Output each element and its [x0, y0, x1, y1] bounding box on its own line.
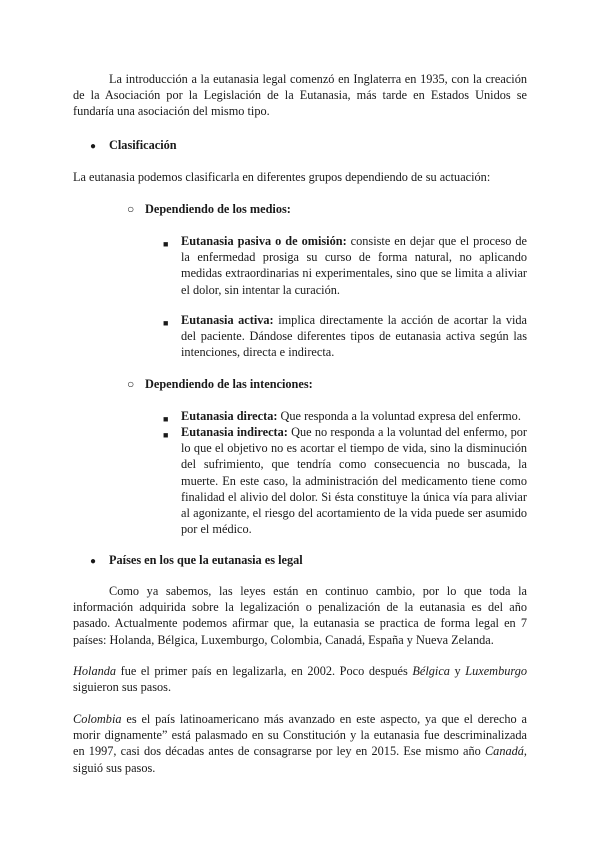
subsection-bullet-icon: ○: [127, 202, 135, 216]
subheading-medios: Dependiendo de los medios:: [145, 202, 291, 216]
classification-intro: La eutanasia podemos clasificarla en diferentes grupos dependiendo de su actuación:: [73, 170, 491, 184]
section-bullet-icon: ●: [90, 556, 97, 567]
holanda-paragraph: Holanda fue el primer país en legalizarla, en 2002. Poco después Bélgica y Luxemburgo siguieron sus pasos.: [73, 664, 527, 695]
square-bullet-icon: ■: [163, 318, 169, 328]
square-bullet-icon: ■: [163, 239, 169, 249]
square-bullet-icon: ■: [163, 430, 169, 440]
laws-paragraph: Como ya sabemos, las leyes están en continuo cambio, por lo que toda la información adquirida sobre la legalización o penalización de la eutanasia es del año pasado. Actualmente podemos afirmar que, la eutanasia se practica de forma legal en 7 países: Holanda, Bélgica, Luxemburgo, Colombia, Canadá, España y Nueva Zelanda.: [73, 584, 527, 647]
colombia-paragraph: Colombia es el país latinoamericano más avanzado en este aspecto, ya que el derecho a morir dignamente” está palasmado en su Constitución y la eutanasia fue descriminalizada en 1997, casi dos décadas antes de consagrarse por ley en 2015. Ese mismo año Canadá, siguió sus pasos.: [73, 712, 527, 775]
intro-paragraph: La introducción a la eutanasia legal comenzó en Inglaterra en 1935, con la creación de la Asociación por la Legislación de la Eutanasia, más tarde en Estados Unidos se fundaría una asociación del mismo tipo.: [73, 72, 527, 119]
item-eutanasia-pasiva: Eutanasia pasiva o de omisión: consiste en dejar que el proceso de la enfermedad prosiga su curso de forma natural, no aplicando medidas extraordinarias ni experimentales, sino que se limita a aliviar el dolor, sin intentar la curación.: [181, 234, 527, 297]
subsection-bullet-icon: ○: [127, 377, 135, 391]
section-bullet-icon: ●: [90, 141, 97, 152]
item-eutanasia-directa: Eutanasia directa: Que responda a la voluntad expresa del enfermo.: [181, 409, 521, 423]
item-eutanasia-indirecta: Eutanasia indirecta: Que no responda a la voluntad del enfermo, por lo que el objetivo no es acortar el tiempo de vida, sino la disminución del sufrimiento, que tendría como consecuencia no buscada, la muerte. En este caso, la administración del medicamento tiene como finalidad el alivio del dolor. Si ésta constituye la única vía para aliviar al agonizante, el riesgo del acortamiento de la vida puede ser asumido por el médico.: [181, 425, 528, 537]
square-bullet-icon: ■: [163, 414, 169, 424]
subheading-intenciones: Dependiendo de las intenciones:: [145, 377, 313, 391]
section-heading-paises: Países en los que la eutanasia es legal: [109, 553, 303, 567]
section-heading-clasificacion: Clasificación: [109, 138, 177, 152]
item-eutanasia-activa: Eutanasia activa: implica directamente la acción de acortar la vida del paciente. Dándose diferentes tipos de eutanasia activa según las intenciones, directa e indirecta.: [181, 313, 527, 360]
